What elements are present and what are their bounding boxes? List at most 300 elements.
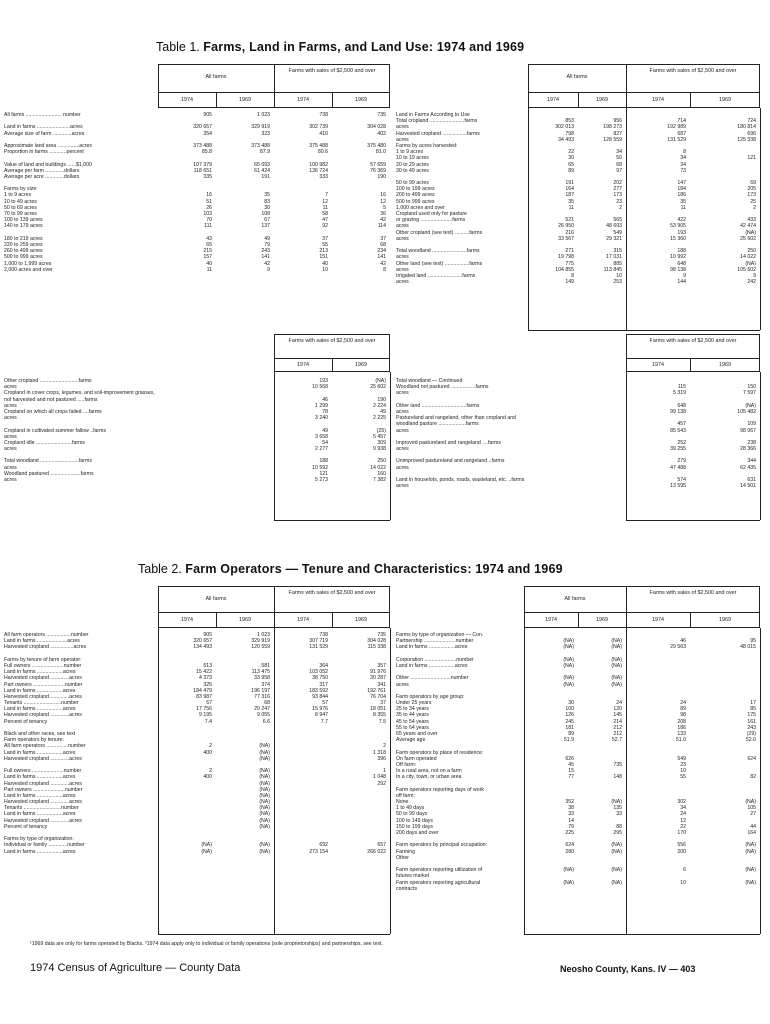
cell: 245 (565, 718, 574, 725)
cell: 234 (377, 248, 386, 255)
cell: 73 (680, 167, 686, 174)
cell: 100 (565, 706, 574, 713)
row-label: Cropland in cover crops, legumes, and soil-improvement grasses, (4, 390, 155, 397)
cell: 184 (677, 186, 686, 193)
cell: 38 (568, 805, 574, 812)
row-label: 1 to 9 acres (4, 192, 32, 199)
row-label: Other land (see text) .................farms (396, 260, 483, 267)
row-label: Part owners ......................number (4, 681, 83, 688)
cell: 55 (680, 774, 686, 781)
cell: 42 (264, 260, 270, 267)
cell: (NA) (745, 229, 756, 236)
cell: 250 (747, 248, 756, 255)
row-label: 1 to 49 days (396, 805, 425, 812)
cell: (NA) (611, 842, 622, 849)
row-label: 35 to 44 years (396, 712, 429, 719)
row-label: 260 to 499 acres (4, 248, 43, 255)
cell: 3 240 (315, 415, 328, 422)
cell: 184 479 (193, 687, 212, 694)
cell: 4 373 (199, 675, 212, 682)
cell: 27 (750, 811, 756, 818)
row-label: Irrigated land ........................farms (396, 272, 476, 279)
cell: 42 474 (740, 223, 756, 230)
cell: 100 982 (309, 161, 328, 168)
cell: 10 (680, 879, 686, 886)
cell: 186 (677, 192, 686, 199)
year-1974: 1974 (547, 97, 559, 103)
cell: 118 651 (193, 167, 212, 174)
row-label: Pastureland and rangeland, other than cropland and (396, 415, 516, 422)
cell: 61 424 (254, 167, 270, 174)
cell: 5 (383, 204, 386, 211)
table1-lower-right-hdr-sales: Farms with sales of $2,500 and over (649, 338, 737, 344)
year-1969: 1969 (355, 362, 367, 368)
row-label: 1,000 to 1,999 acres (4, 260, 52, 267)
table2-title: Farm Operators — Tenure and Characteristics: 1974 and 1969 (185, 562, 563, 576)
cell: 302 (677, 799, 686, 806)
cell: 98 067 (740, 427, 756, 434)
cell: 187 (565, 192, 574, 199)
cell: 147 (677, 180, 686, 187)
cell: 188 (677, 248, 686, 255)
cell: 373 488 (193, 142, 212, 149)
cell: 39 255 (670, 446, 686, 453)
cell: 905 (203, 632, 212, 638)
cell: 30 (264, 204, 270, 211)
cell: 141 (261, 254, 270, 261)
cell: 80.6 (317, 149, 328, 156)
cell: 252 (677, 439, 686, 446)
cell: 33 567 (558, 235, 574, 242)
cell: (29) (746, 731, 756, 737)
row-label: Farm operators reporting days of work (396, 786, 484, 793)
row-label: Partnership ......................number (396, 638, 474, 645)
cell: 53 905 (670, 223, 686, 230)
cell: 692 (319, 842, 328, 849)
row-label: not harvested and not pastured .....farms (4, 396, 98, 403)
cell: 23 (680, 761, 686, 768)
table1-right-all-1974 (530, 112, 574, 285)
row-label: Percent of tenancy (4, 823, 48, 830)
cell: 92 (322, 223, 328, 230)
cell: 170 (677, 830, 686, 836)
row-label: acres (4, 415, 17, 422)
cell: 304 028 (367, 124, 386, 131)
cell: 30 (568, 155, 574, 162)
cell: 151 (319, 254, 328, 261)
cell: 125 338 (737, 136, 756, 143)
cell: 76 704 (370, 693, 386, 700)
cell: 11 (568, 204, 574, 211)
cell: 131 529 (667, 136, 686, 143)
cell: (NA) (259, 768, 270, 775)
cell: 69 (750, 180, 756, 187)
cell: 42 (380, 217, 386, 224)
cell: 549 (613, 229, 622, 236)
cell: 3 658 (315, 433, 328, 440)
row-label: Land in Farms According to Use (396, 112, 470, 118)
row-label: acres (4, 433, 17, 440)
cell: 12 (322, 198, 328, 205)
cell: (NA) (611, 675, 622, 682)
year-1974: 1974 (181, 97, 193, 103)
row-label: Harvested cropland .............acres (4, 780, 82, 787)
row-label: Other (396, 854, 409, 861)
year-1969: 1969 (719, 617, 731, 623)
row-label: Value of land and buildings ......$1,000 (4, 161, 92, 168)
cell: 396 (377, 755, 386, 762)
cell: 30 (568, 700, 574, 707)
row-label: 180 to 219 acres (4, 235, 43, 242)
cell: 279 (677, 458, 686, 465)
cell: 724 (747, 118, 756, 125)
cell: 77 316 (254, 693, 270, 700)
cell: 14 022 (740, 254, 756, 261)
cell: 115 338 (367, 644, 386, 651)
footer-publication: 1974 Census of Agriculture — County Data (30, 962, 241, 974)
cell: 10 568 (312, 384, 328, 391)
cell: 648 (677, 260, 686, 267)
cell: 315 (613, 248, 622, 255)
row-label: Farms by tenure of farm operator: (4, 656, 82, 663)
row-label: Other cropland ...........................farms (4, 378, 92, 384)
row-label: Harvested cropland .............acres (4, 693, 82, 700)
cell: 48 015 (740, 644, 756, 651)
row-label: contracts (396, 885, 418, 892)
row-label: Part owners ......................number (4, 786, 83, 793)
cell: (NA) (611, 656, 622, 663)
cell: 83 (264, 198, 270, 205)
table1-label: Table 1. (156, 40, 200, 54)
cell: 5 319 (673, 390, 686, 397)
row-label: acres (4, 402, 17, 409)
row-label: Total woodland ........................farms (396, 248, 480, 255)
cell: 83 987 (196, 693, 212, 700)
row-label: 1 to 9 acres (396, 149, 424, 156)
row-label: Land in farms ..................acres (396, 644, 468, 651)
cell: 10 592 (312, 464, 328, 471)
year-1969: 1969 (719, 362, 731, 368)
cell: 188 (319, 458, 328, 465)
cell: 77 (568, 774, 574, 781)
cell: 16 (380, 192, 386, 199)
cell: 277 (613, 186, 622, 193)
row-label: Land in farms ..................acres (4, 687, 76, 694)
row-label: Harvested cropland .............acres (4, 799, 82, 806)
cell: 89 (568, 167, 574, 174)
cell: (NA) (259, 743, 270, 750)
cell: 42 (380, 260, 386, 267)
cell: 266 022 (367, 848, 386, 855)
cell: 33 (616, 811, 622, 818)
cell: 51.0 (675, 737, 686, 744)
cell: 136 724 (309, 167, 328, 174)
cell: 79 (568, 823, 574, 830)
cell: 344 (747, 458, 756, 465)
row-label: Black and other races, see text (4, 731, 76, 737)
cell: (NA) (563, 656, 574, 663)
cell: (NA) (563, 638, 574, 645)
cell: 190 (377, 396, 386, 403)
cell: (NA) (611, 848, 622, 855)
cell: 35 (264, 192, 270, 199)
cell: 62 435 (740, 464, 756, 471)
cell: 10 (322, 266, 328, 273)
table2-right-hdr-all-farms: All farms (564, 596, 586, 602)
cell: 54 (322, 439, 328, 446)
cell: 853 (565, 118, 574, 125)
row-label: In a rural area, not on a farm (396, 768, 462, 775)
row-label: acres (396, 254, 409, 261)
cell: 55 (322, 241, 328, 248)
cell: 375 480 (367, 142, 386, 149)
cell: (NA) (745, 260, 756, 267)
row-label: All farm operators ...............number (4, 743, 86, 750)
footer-county-page: Neosho County, Kans. IV — 403 (560, 964, 696, 974)
cell: 37 (380, 235, 386, 242)
table1-right-sales-1969 (694, 112, 756, 285)
cell: 14 501 (740, 483, 756, 490)
cell: 17 756 (196, 706, 212, 713)
cell: 149 (565, 279, 574, 286)
row-label: 2,000 acres and over (4, 266, 53, 273)
cell: 34 (680, 161, 686, 168)
table2-right-hdr-sales: Farms with sales of $2,500 and over (649, 590, 737, 596)
year-1969: 1969 (239, 97, 251, 103)
cell: 85.8 (201, 149, 212, 156)
cell: 7.7 (320, 718, 328, 725)
cell: 121 (319, 470, 328, 477)
table1-right-sales-1974 (630, 112, 686, 285)
cell: (NA) (563, 644, 574, 651)
row-label: On farm operated (396, 755, 437, 762)
cell: 30 287 (370, 675, 386, 682)
cell: 1 023 (257, 632, 270, 638)
row-label: All farms ......................... number (4, 112, 81, 118)
cell: 148 (613, 774, 622, 781)
row-label: Harvested cropland ................acres (4, 644, 87, 651)
cell: 70 (206, 217, 212, 224)
row-label: Approximate land area ...............acres (4, 142, 92, 149)
cell: (NA) (563, 867, 574, 874)
cell: 81.0 (375, 149, 386, 156)
cell: 160 (377, 470, 386, 477)
cell: 133 (677, 731, 686, 737)
cell: (NA) (563, 662, 574, 669)
row-label: Land in farms ..................acres (4, 669, 76, 676)
cell: 97 (616, 167, 622, 174)
row-label: acres (396, 124, 409, 131)
row-label: Land in farms ..................acres (4, 848, 76, 855)
cell: (NA) (259, 799, 270, 806)
row-label: Proportion in farms ............percent (4, 149, 84, 156)
cell: 212 (613, 731, 622, 737)
cell: 98 (680, 712, 686, 719)
cell: 7 382 (373, 477, 386, 483)
cell: 212 (613, 724, 622, 731)
row-label: 30 to 49 acres (396, 167, 429, 174)
cell: 457 (677, 421, 686, 428)
cell: 273 154 (309, 848, 328, 855)
cell: 51.9 (563, 737, 574, 744)
row-label: 50 to 69 acres (4, 204, 37, 211)
cell: 65 (206, 241, 212, 248)
cell: 22 (680, 823, 686, 830)
row-label: Total woodland ...........................farms (4, 458, 92, 465)
cell: 9 055 (257, 712, 270, 719)
cell: 292 (377, 780, 386, 787)
cell: 134 493 (193, 644, 212, 651)
cell: 9 (683, 272, 686, 279)
cell: 25 602 (370, 384, 386, 391)
cell: 295 (613, 830, 622, 836)
row-label: Land in houselots, ponds, roads, wasteland, etc. ..farms (396, 477, 525, 483)
cell: 2 277 (315, 446, 328, 453)
year-1974: 1974 (652, 97, 664, 103)
cell: 20 247 (254, 706, 270, 713)
cell: 24 (680, 811, 686, 818)
cell: (NA) (201, 848, 212, 855)
cell: 181 (565, 724, 574, 731)
row-label: Under 25 years (396, 700, 432, 707)
row-label: acres (396, 408, 409, 415)
cell: 202 (613, 180, 622, 187)
row-label: Farm operators by tenure: (4, 737, 64, 744)
cell: 87.9 (259, 149, 270, 156)
row-label: Farms by size: (4, 186, 38, 193)
cell: 205 (747, 186, 756, 193)
cell: 648 (677, 402, 686, 409)
cell: 323 (261, 130, 270, 137)
row-label: Cropland used only for pasture (396, 211, 467, 217)
row-label: acres (396, 681, 409, 688)
cell: 49 (380, 408, 386, 415)
row-label: Percent of tenancy (4, 718, 48, 725)
row-label: 50 to 99 days (396, 811, 428, 818)
row-label: Full owners ......................number (4, 662, 82, 669)
cell: 329 919 (251, 638, 270, 645)
row-label: 140 to 179 acres (4, 223, 43, 230)
year-1969: 1969 (355, 617, 367, 623)
table1-lower-right-sales-1974 (630, 378, 686, 489)
cell: 33 (568, 811, 574, 818)
cell: 164 (565, 186, 574, 193)
row-label: acres (4, 477, 17, 483)
cell: 68 (380, 241, 386, 248)
row-label: Average per farm .............dollars (4, 167, 80, 174)
row-label: Farm operators reporting agricultural (396, 879, 481, 886)
cell: 91 976 (370, 669, 386, 676)
row-label: Cropland on which all crops failed ....farms (4, 408, 102, 415)
cell: 15 422 (196, 669, 212, 676)
cell: 302 739 (309, 124, 328, 131)
cell: 317 (319, 681, 328, 688)
cell: 193 (319, 378, 328, 384)
cell: 341 (377, 681, 386, 688)
cell: 775 (565, 260, 574, 267)
cell: 15 360 (670, 235, 686, 242)
cell: 79 (264, 241, 270, 248)
cell: 34 (680, 155, 686, 162)
cell: 12 (380, 198, 386, 205)
cell: 24 (680, 700, 686, 707)
cell: (NA) (745, 867, 756, 874)
cell: (NA) (259, 780, 270, 787)
cell: (NA) (611, 662, 622, 669)
row-label: Tenants ..........................number (4, 700, 79, 707)
cell: (NA) (745, 848, 756, 855)
year-1974: 1974 (652, 617, 664, 623)
cell: 121 (747, 155, 756, 162)
year-1974: 1974 (652, 362, 664, 368)
cell: 1 (383, 768, 386, 775)
cell: 103 052 (309, 669, 328, 676)
row-label: acres (4, 384, 17, 391)
row-label: Farm operators by principal occupation: (396, 842, 488, 849)
cell: 513 (203, 662, 212, 669)
cell: 173 (613, 192, 622, 199)
cell: 213 (319, 248, 328, 255)
cell: 65 093 (254, 161, 270, 168)
table1-lower-left-sales-1969 (334, 378, 386, 483)
year-1969: 1969 (596, 617, 608, 623)
cell: 335 (203, 173, 212, 180)
cell: 9 (267, 266, 270, 273)
cell: 9 (753, 272, 756, 279)
cell: 135 (613, 805, 622, 812)
cell: 1 048 (373, 774, 386, 781)
row-label: acres (396, 266, 409, 273)
cell: 565 (613, 217, 622, 224)
row-label: Farms by acres harvested: (396, 142, 458, 149)
row-label: acres (4, 464, 17, 471)
table2-right-sales-1969 (694, 632, 756, 886)
cell: 107 379 (193, 161, 212, 168)
row-label: 200 to 499 acres (396, 192, 435, 199)
row-label: Total woodland — Continued (396, 378, 463, 384)
cell: 1 318 (373, 749, 386, 756)
row-label: 65 years and over (396, 731, 438, 737)
cell: 400 (203, 749, 212, 756)
cell: (NA) (611, 879, 622, 886)
cell: 49 (322, 427, 328, 434)
table1-right-hdr-sales: Farms with sales of $2,500 and over (649, 68, 737, 74)
row-label: Land in farms ..................acres (4, 706, 76, 713)
cell: 57 659 (370, 161, 386, 168)
table1-left-sales-1969 (334, 112, 386, 273)
cell: 1 023 (257, 112, 270, 118)
cell: (NA) (259, 848, 270, 855)
cell: 9 938 (373, 446, 386, 453)
cell: 375 488 (309, 142, 328, 149)
cell: 67 (264, 217, 270, 224)
table2-left-sales-1974 (276, 632, 328, 855)
cell: 364 (319, 662, 328, 669)
cell: 714 (677, 118, 686, 125)
row-label: Farm operators reporting utilization of (396, 867, 483, 874)
row-label: acres (396, 235, 409, 242)
cell: 626 (565, 755, 574, 762)
row-label: Farms by type of organization — Con. (396, 632, 484, 638)
cell: 52.7 (611, 737, 622, 744)
cell: 373 488 (251, 142, 270, 149)
row-label: 220 to 259 acres (4, 241, 43, 248)
cell: 29 321 (606, 235, 622, 242)
row-label: Land in farms ..................acres (4, 792, 76, 799)
row-label: 100 to 139 acres (4, 217, 43, 224)
cell: 422 (677, 217, 686, 224)
row-label: 500 to 999 acres (396, 198, 435, 205)
